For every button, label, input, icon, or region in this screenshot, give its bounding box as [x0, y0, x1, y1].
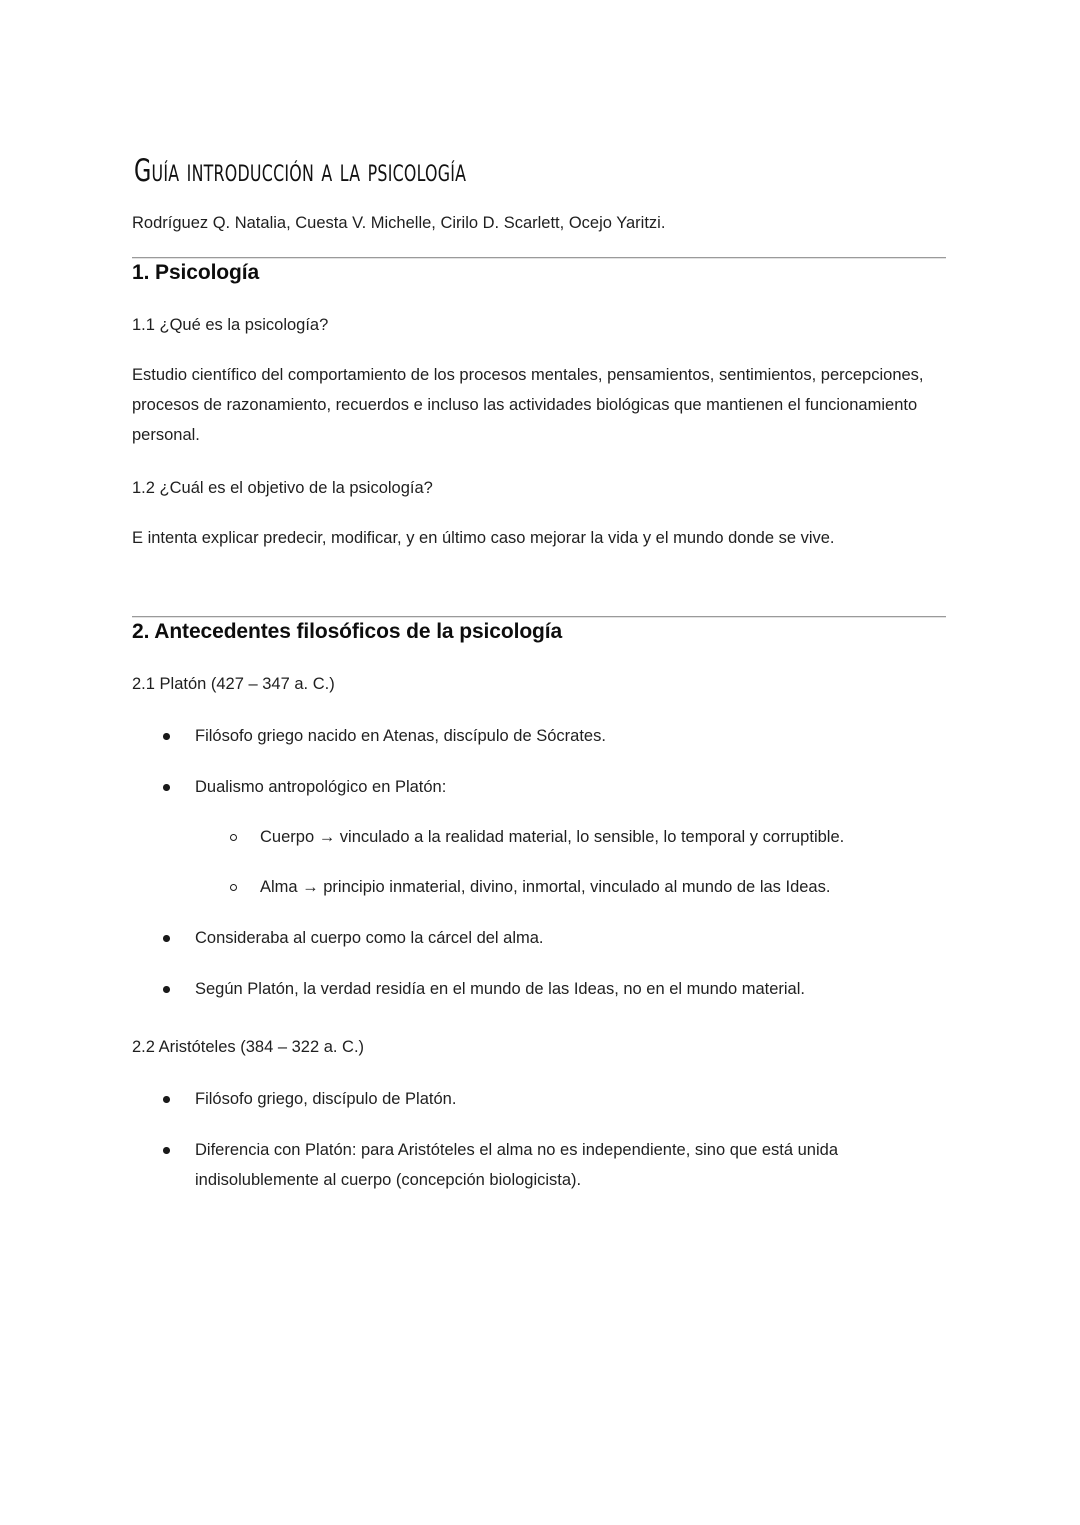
list-item-label: Alma → principio inmaterial, divino, inmortal, vinculado al mundo de las Ideas. [260, 878, 831, 896]
bullet-list-platon [132, 721, 948, 1004]
section-heading-antecedentes: 2. Antecedentes filosóficos de la psicología [132, 620, 563, 643]
list-item [132, 1084, 881, 1114]
list-item-label: Filósofo griego, discípulo de Platón. [195, 1090, 457, 1108]
nested-list-wrapper [195, 822, 881, 902]
list-item-label: Dualismo antropológico en Platón: [195, 778, 447, 796]
list-item-label: Cuerpo → vinculado a la realidad material, lo sensible, lo temporal y corruptible. [260, 828, 845, 846]
list-item [132, 923, 881, 953]
paragraph-1-2-body: E intenta explicar predecir, modificar, y en último caso mejorar la vida y el mundo donde se vive. [132, 529, 835, 547]
paragraph-1-1-body: Estudio científico del comportamiento de los procesos mentales, pensamientos, sentimientos, percepciones, procesos de razonamiento, recuerdos e incluso las actividades biológicas que mantienen el funcionamiento personal. [132, 366, 924, 444]
subsection-label-1-2: 1.2 ¿Cuál es el objetivo de la psicología? [132, 479, 433, 497]
subsection-label-1-1: 1.1 ¿Qué es la psicología? [132, 316, 329, 334]
page-title: Guía introducción a la psicología [134, 153, 467, 189]
list-item-label: Según Platón, la verdad residía en el mundo de las Ideas, no en el mundo material. [195, 980, 805, 998]
bullet-dot-icon [163, 1096, 170, 1103]
list-item [132, 1135, 881, 1195]
subsection-label-2-2: 2.2 Aristóteles (384 – 322 a. C.) [132, 1038, 365, 1056]
bullet-circle-icon [230, 834, 237, 841]
bullet-dot-icon [163, 1147, 170, 1154]
bullet-sublist-dualismo [195, 822, 881, 902]
bullet-dot-icon [163, 935, 170, 942]
author-line: Rodríguez Q. Natalia, Cuesta V. Michelle, Cirilo D. Scarlett, Ocejo Yaritzi. [132, 214, 666, 232]
list-item [132, 721, 881, 751]
bullet-circle-icon [230, 884, 237, 891]
list-item [132, 974, 881, 1004]
list-item [195, 822, 925, 852]
bullet-dot-icon [163, 784, 170, 791]
list-item [195, 872, 925, 902]
list-item-label: Filósofo griego nacido en Atenas, discípulo de Sócrates. [195, 727, 606, 745]
list-item-label: Diferencia con Platón: para Aristóteles el alma no es independiente, sino que está unida indisolublemente al cuerpo (concepción biologicista). [195, 1141, 839, 1189]
document-content [132, 152, 948, 1195]
list-item [132, 772, 881, 902]
bullet-list-aristoteles [132, 1084, 948, 1195]
bullet-dot-icon [163, 733, 170, 740]
list-item-label: Consideraba al cuerpo como la cárcel del alma. [195, 929, 544, 947]
bullet-dot-icon [163, 986, 170, 993]
subsection-label-2-1: 2.1 Platón (427 – 347 a. C.) [132, 675, 335, 693]
section-heading-psicologia: 1. Psicología [132, 261, 260, 284]
